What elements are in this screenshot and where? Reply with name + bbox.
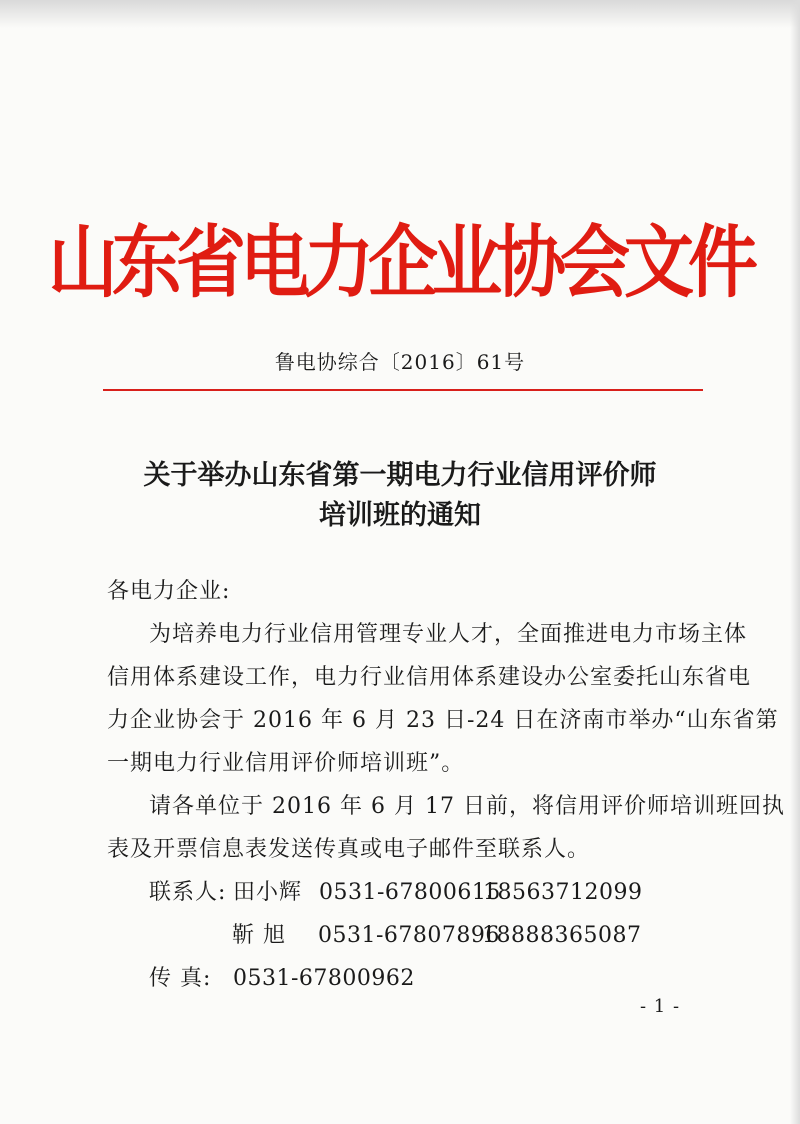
page-number: - 1 - xyxy=(640,996,681,1017)
contact-row-2 xyxy=(232,918,641,949)
org-header-title: 山东省电力企业协会文件 xyxy=(48,215,752,309)
body-line: 为培养电力行业信用管理专业人才，全面推进电力市场主体 xyxy=(149,622,748,647)
contact-row-1 xyxy=(149,875,642,906)
contact-name: 靳 旭 xyxy=(232,923,286,948)
header-divider xyxy=(103,389,703,391)
salutation: 各电力企业: xyxy=(107,579,231,604)
fax-row xyxy=(149,961,415,992)
contact-mobile: 18563712099 xyxy=(483,880,643,905)
notice-title-line-1: 关于举办山东省第一期电力行业信用评价师 xyxy=(143,460,657,491)
body-line: 请各单位于 2016 年 6 月 17 日前，将信用评价师培训班回执 xyxy=(149,794,785,819)
contact-name: 田小辉 xyxy=(233,880,303,905)
body-line: 力企业协会于 2016 年 6 月 23 日-24 日在济南市举办“山东省第 xyxy=(107,708,779,733)
contact-mobile: 18888365087 xyxy=(482,923,642,948)
scan-shadow-top xyxy=(0,0,800,28)
document-number: 鲁电协综合〔2016〕61号 xyxy=(274,350,526,374)
contact-phone: 0531-67800615 xyxy=(319,880,501,905)
contact-label: 联系人: xyxy=(149,880,227,905)
fax-label: 传 真: xyxy=(149,966,212,991)
body-line: 表及开票信息表发送传真或电子邮件至联系人。 xyxy=(107,837,591,862)
fax-number: 0531-67800962 xyxy=(233,966,415,991)
notice-title-line-2: 培训班的通知 xyxy=(319,500,481,531)
body-line: 一期电力行业信用评价师培训班”。 xyxy=(107,751,465,776)
body-line: 信用体系建设工作，电力行业信用体系建设办公室委托山东省电 xyxy=(107,665,752,690)
scan-shadow-right xyxy=(790,0,800,1124)
contact-phone: 0531-67807896 xyxy=(318,923,500,948)
